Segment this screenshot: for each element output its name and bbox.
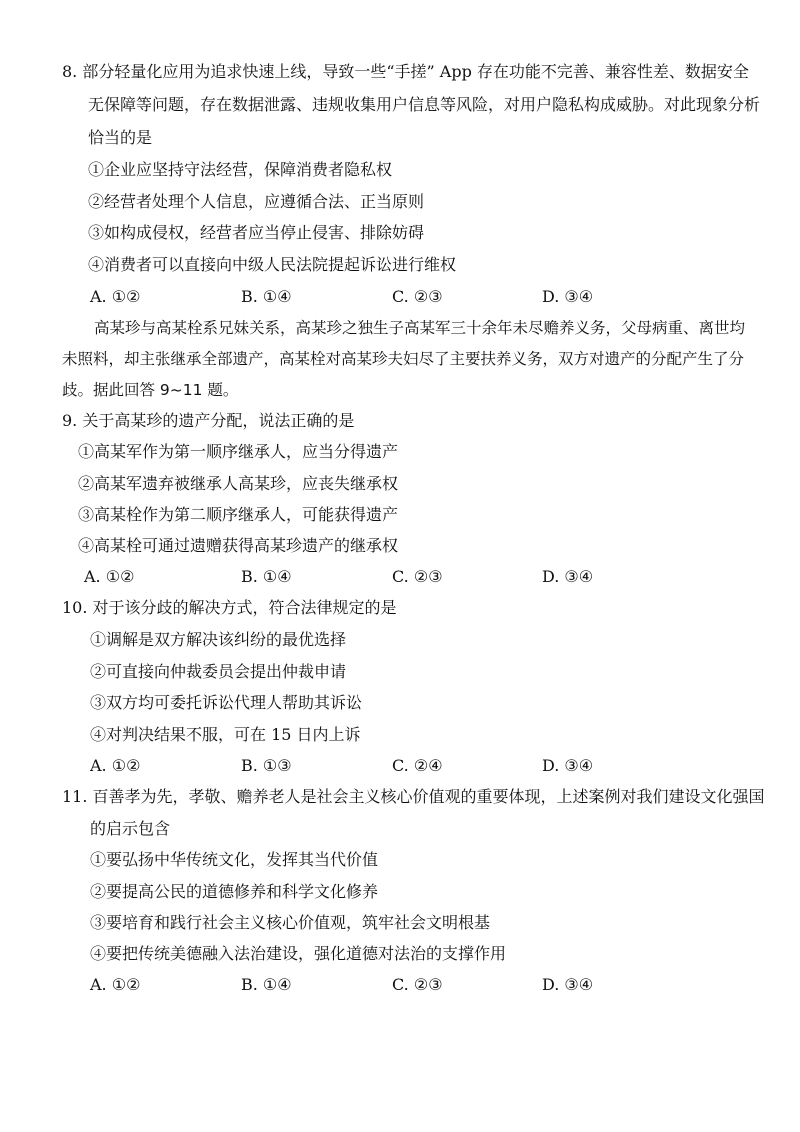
question-9-stem: 9. 关于高某珍的遗产分配，说法正确的是 — [62, 411, 355, 430]
question-10-option-3: ③双方均可委托诉讼代理人帮助其诉讼 — [90, 693, 363, 712]
question-8-choice-b[interactable]: B. ①④ — [241, 287, 292, 306]
question-11-choice-c[interactable]: C. ②③ — [392, 975, 443, 994]
passage-line-2: 未照料，却主张继承全部遗产，高某栓对高某珍夫妇尽了主要扶养义务，双方对遗产的分配产生了分 — [62, 350, 745, 368]
question-10-choice-b[interactable]: B. ①③ — [241, 756, 292, 775]
question-9-option-2: ②高某军遗弃被继承人高某珍，应丧失继承权 — [78, 474, 399, 493]
question-9-choice-d[interactable]: D. ③④ — [542, 567, 594, 586]
question-11-option-3: ③要培育和践行社会主义核心价值观，筑牢社会文明根基 — [90, 913, 491, 932]
question-9-choice-b[interactable]: B. ①④ — [241, 567, 292, 586]
passage-line-3: 歧。据此回答 9~11 题。 — [62, 381, 239, 399]
question-8-option-1: ①企业应坚持守法经营，保障消费者隐私权 — [88, 160, 393, 179]
question-9-choice-a[interactable]: A. ①② — [84, 567, 135, 586]
question-9-option-3: ③高某栓作为第二顺序继承人，可能获得遗产 — [78, 505, 399, 524]
question-11-choice-b[interactable]: B. ①④ — [241, 975, 292, 994]
question-8-option-3: ③如构成侵权，经营者应当停止侵害、排除妨碍 — [88, 223, 425, 242]
question-10-choice-a[interactable]: A. ①② — [90, 756, 141, 775]
question-11-option-4: ④要把传统美德融入法治建设，强化道德对法治的支撑作用 — [90, 944, 507, 963]
question-10-stem: 10. 对于该分歧的解决方式，符合法律规定的是 — [62, 598, 397, 617]
question-11-option-1: ①要弘扬中华传统文化，发挥其当代价值 — [90, 850, 379, 869]
question-11-stem-line-1: 11. 百善孝为先，孝敬、赡养老人是社会主义核心价值观的重要体现，上述案例对我们建设文化强国 — [62, 787, 765, 806]
question-11-option-2: ②要提高公民的道德修养和科学文化修养 — [90, 882, 379, 901]
question-8-stem-line-2: 无保障等问题，存在数据泄露、违规收集用户信息等风险，对用户隐私构成威胁。对此现象分析 — [88, 95, 761, 114]
question-10-option-4: ④对判决结果不服，可在 15 日内上诉 — [90, 725, 361, 744]
question-10-option-2: ②可直接向仲裁委员会提出仲裁申请 — [90, 662, 347, 681]
question-10-choice-d[interactable]: D. ③④ — [542, 756, 594, 775]
question-11-choice-a[interactable]: A. ①② — [90, 975, 141, 994]
question-8-choice-c[interactable]: C. ②③ — [392, 287, 443, 306]
passage-line-1: 高某珍与高某栓系兄妹关系，高某珍之独生子高某军三十余年未尽赡养义务，父母病重、离世均 — [94, 319, 746, 337]
question-9-option-4: ④高某栓可通过遗赠获得高某珍遗产的继承权 — [78, 536, 399, 555]
question-11-stem-line-2: 的启示包含 — [90, 819, 171, 838]
question-8-stem-line-1: 8. 部分轻量化应用为追求快速上线，导致一些“手搓” App 存在功能不完善、兼容性差、数据安全 — [62, 62, 749, 81]
question-8-choice-a[interactable]: A. ①② — [90, 287, 141, 306]
question-8-option-2: ②经营者处理个人信息，应遵循合法、正当原则 — [88, 192, 425, 211]
question-8-stem-line-3: 恰当的是 — [88, 128, 153, 147]
question-9-choice-c[interactable]: C. ②③ — [392, 567, 443, 586]
question-8-choice-d[interactable]: D. ③④ — [542, 287, 594, 306]
question-9-option-1: ①高某军作为第一顺序继承人，应当分得遗产 — [78, 442, 399, 461]
question-11-choice-d[interactable]: D. ③④ — [542, 975, 594, 994]
question-10-choice-c[interactable]: C. ②④ — [392, 756, 443, 775]
question-8-option-4: ④消费者可以直接向中级人民法院提起诉讼进行维权 — [88, 255, 457, 274]
question-10-option-1: ①调解是双方解决该纠纷的最优选择 — [90, 630, 347, 649]
